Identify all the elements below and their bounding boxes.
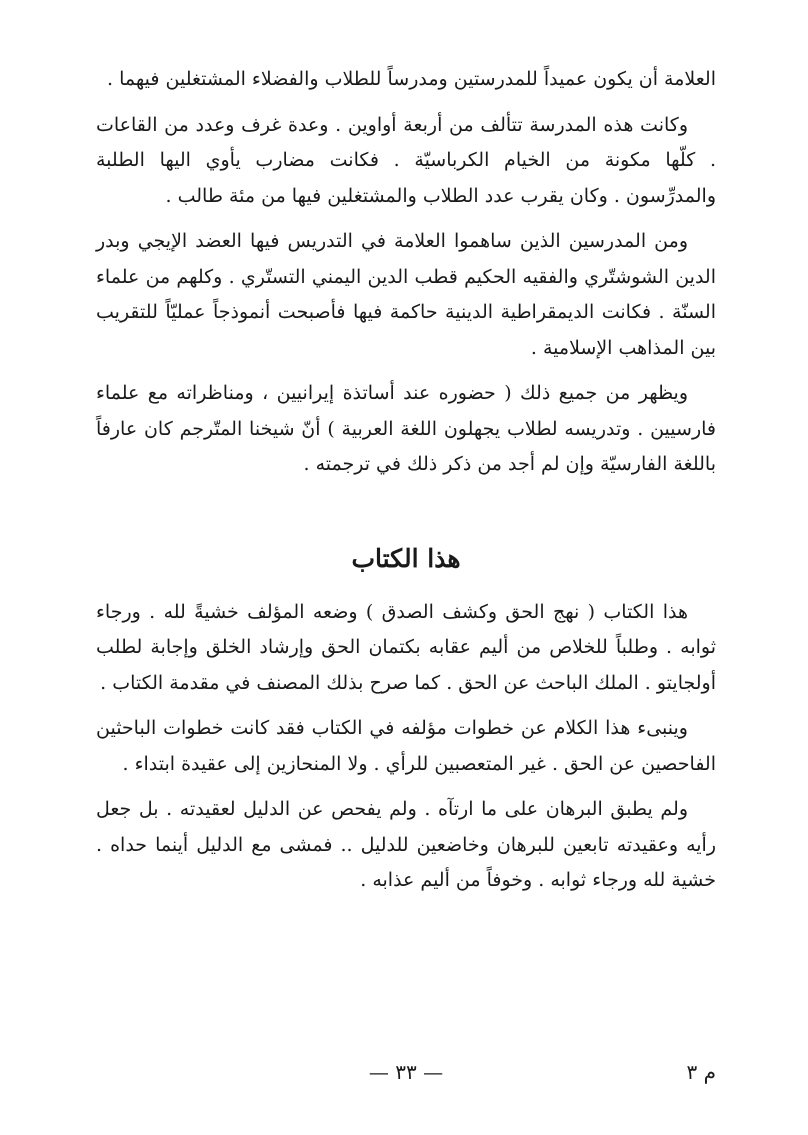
paragraph-6: وينبىء هذا الكلام عن خطوات مؤلفه في الكتاب فقد كانت خطوات الباحثين الفاحصين عن الحق . غير المتعصبين للرأي . ولا المنحازين إلى عقيدة ابتداء . [96,717,716,775]
paragraph-3: ومن المدرسين الذين ساهموا العلامة في التدريس فيها العضد الإيجي وبدر الدين الشوشتّري والفقيه الحكيم قطب الدين اليمني التستّري . وكلهم من علماء السنّة . فكانت الديمقراطية الدينية حاكمة فيها فأصبحت أنموذجاً عمليّاً للتقريب بين المذاهب الإسلامية . [96,230,716,359]
signature-mark: م ٣ [686,1060,716,1084]
paragraph-2: وكانت هذه المدرسة تتألف من أربعة أواوين . وعدة غرف وعدد من القاعات . كلّها مكونة من الخيام الكرباسيّة . فكانت مضارب يأوي اليها الطلبة والمدرِّسون . وكان يقرب عدد الطلاب والمشتغلين فيها من مئة طالب . [96,113,716,207]
page-number: — ٣٣ — [368,1060,444,1084]
page-footer [96,1060,716,1100]
paragraph-5: هذا الكتاب ( نهج الحق وكشف الصدق ) وضعه المؤلف خشيةً لله . ورجاء ثوابه . وطلباً للخلاص من أليم عقابه بكتمان الحق وإرشاد الخلق وإجابة لطلب أولجايتو . الملك الباحث عن الحق . كما صرح بذلك المصنف في مقدمة الكتاب . [96,600,716,694]
paragraph-4: ويظهر من جميع ذلك ( حضوره عند أساتذة إيرانيين ، ومناظراته مع علماء فارسيين . وتدريسه لطلاب يجهلون اللغة العربية ) أنّ شيخنا المتّرجم كان عارفاً باللغة الفارسيّة وإن لم أجد من ذكر ذلك في ترجمته . [96,382,716,475]
section-heading: هذا الكتاب [351,543,461,573]
paragraph-7: ولم يطبق البرهان على ما ارتآه . ولم يفحص عن الدليل لعقيدته . بل جعل رأيه وعقيدته تابعين للبرهان وخاضعين للدليل .. فمشى مع الدليل أينما حداه . خشية لله ورجاء ثوابه . وخوفاً من أليم عذابه . [96,798,716,891]
page-body [96,62,716,909]
paragraph-1: العلامة أن يكون عميداً للمدرستين ومدرساً للطلاب والفضلاء المشتغلين فيهما . [107,68,716,90]
